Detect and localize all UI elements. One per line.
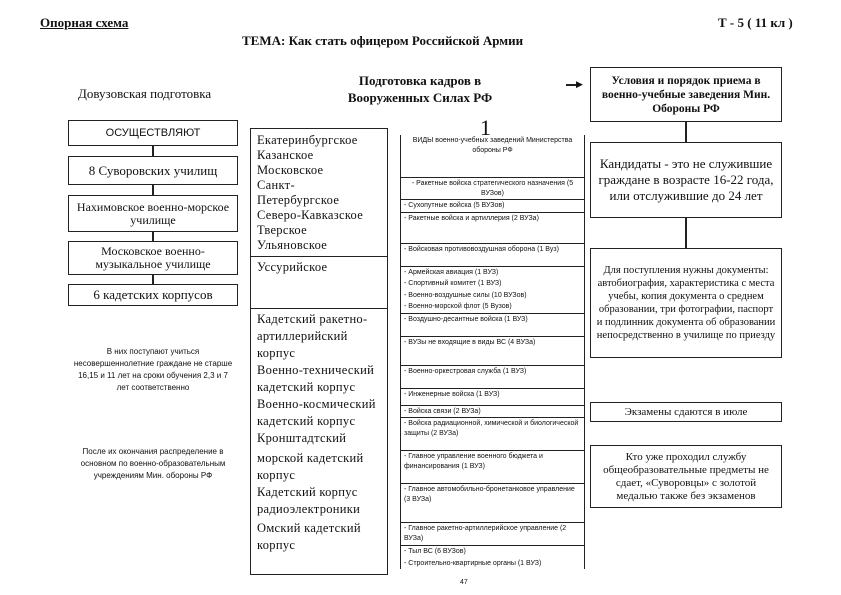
- list-item: Петербургское: [257, 193, 340, 207]
- connector-line: [152, 185, 154, 195]
- table-row: - Армейская авиация (1 ВУЗ): [404, 268, 499, 276]
- table-row: - Военно-морской флот (5 Вузов): [401, 301, 584, 314]
- left-heading: Довузовская подготовка: [78, 86, 212, 101]
- documents-box: Для поступления нужны документы: автобиография, характеристика с места учебы, копия документа о среднем образовании, три фотографии, паспорт и подлинник документа об образовании непосредственно в училище по приезду: [590, 248, 782, 358]
- list-item: Уссурийское: [251, 257, 387, 309]
- table-row: - Военно-воздушные силы (10 ВУЗов): [404, 291, 527, 299]
- table-row: - Военно-оркестровая служба (1 ВУЗ): [401, 366, 584, 389]
- footer-number: 47: [460, 579, 468, 586]
- box-suvorov: 8 Суворовских училищ: [68, 156, 238, 185]
- arrow-right-icon: ▶: [576, 79, 583, 89]
- exemptions-box: Кто уже проходил службу общеобразовательные предметы не сдает, «Суворовцы» с золотой медалью также без экзаменов: [590, 445, 782, 508]
- box-implement: ОСУЩЕСТВЛЯЮТ: [68, 120, 238, 146]
- cadet-corps-list: [250, 128, 388, 575]
- list-item: Казанское: [257, 148, 314, 162]
- table-row: - Строительно-квартирные органы (1 ВУЗ): [404, 559, 542, 567]
- list-item: Санкт-: [257, 178, 295, 192]
- list-item: артиллерийский: [257, 329, 348, 343]
- lesson-code: Т - 5 ( 11 кл ): [718, 15, 793, 30]
- table-row: - Инженерные войска (1 ВУЗ): [401, 389, 584, 406]
- list-item: кадетский корпус: [257, 414, 356, 428]
- box-nakhimov: Нахимовское военно-морское училище: [68, 195, 238, 232]
- table-row: - Тыл ВС (6 ВУЗов): [404, 548, 466, 555]
- list-item: радиоэлектроники: [257, 502, 361, 516]
- list-item: корпус: [257, 346, 296, 360]
- table-row: - Главное управление военного бюджета и финансирования (1 ВУЗ): [401, 451, 584, 484]
- exams-box: Экзамены сдаются в июле: [590, 402, 782, 422]
- list-item: Кронштадтский: [257, 431, 347, 445]
- table-row: - Главное ракетно-артиллерийское управление (2 ВУЗа): [401, 523, 584, 546]
- list-item: Кадетский ракетно-: [257, 312, 368, 326]
- connector-line: [152, 275, 154, 284]
- table-row: - Войска радиационной, химической и биологической защиты (2 ВУЗа): [401, 418, 584, 451]
- list-item: Московское: [257, 163, 324, 177]
- page-title: ТЕМА: Как стать офицером Российской Армии: [242, 33, 524, 48]
- table-row: - Войсковая противовоздушная оборона (1 Вуз): [401, 244, 584, 267]
- page-number: 1: [480, 115, 491, 140]
- table-row: - Главное автомобильно-бронетанковое управление (3 ВУЗа): [401, 484, 584, 523]
- admission-note: В них поступают учиться несовершеннолетние граждане не старше 16,15 и 11 лет на сроки обучения 2,3 и 7 лет соответственно: [73, 347, 233, 392]
- scheme-label: Опорная схема: [40, 15, 129, 30]
- list-item: кадетский корпус: [257, 380, 356, 394]
- admission-conditions-box: Условия и порядок приема в военно-учебные заведения Мин. Обороны РФ: [590, 67, 782, 122]
- table-row: - Спортивный комитет (1 ВУЗ): [404, 280, 502, 287]
- list-item: Ульяновское: [251, 238, 387, 257]
- military-education-types-table: [400, 135, 585, 569]
- box-cadet: 6 кадетских корпусов: [68, 284, 238, 306]
- list-item: Екатеринбургское: [257, 133, 358, 147]
- connector-line: [152, 146, 154, 156]
- candidates-box: Кандидаты - это не служившие граждане в возрасте 16-22 года, или отслужившие до 24 лет: [590, 142, 782, 218]
- list-item: морской кадетский: [257, 451, 364, 465]
- table-row: - Ракетные войска и артиллерия (2 ВУЗа): [401, 213, 584, 244]
- table-header: ВИДЫ военно-учебных заведений Министерства обороны РФ: [401, 135, 584, 178]
- graduation-note: После их окончания распределение в основном по военно-образовательным учреждениям Мин. обороны РФ: [80, 447, 226, 480]
- list-item: корпус: [257, 538, 296, 552]
- list-item: Северо-Кавказское: [257, 208, 364, 222]
- table-row: - Ракетные войска стратегического назначения (5 ВУЗов): [401, 178, 584, 200]
- connector-line: [685, 122, 687, 142]
- list-item: Омский кадетский: [257, 521, 361, 535]
- list-item: Военно-космический: [257, 397, 376, 411]
- connector-line: [152, 232, 154, 241]
- table-row: - Воздушно-десантные войска (1 ВУЗ): [401, 314, 584, 337]
- list-item: корпус: [257, 468, 296, 482]
- box-music: Московское военно-музыкальное училище: [68, 241, 238, 275]
- table-row: - ВУЗы не входящие в виды ВС (4 ВУЗа): [401, 337, 584, 366]
- list-item: Военно-технический: [257, 363, 375, 377]
- table-row: - Сухопутные войска (5 ВУЗов): [401, 200, 584, 213]
- list-item: Тверское: [257, 223, 307, 237]
- table-row: - Войска связи (2 ВУЗа): [401, 406, 584, 419]
- connector-line: [685, 218, 687, 248]
- list-item: Кадетский корпус: [257, 485, 358, 499]
- middle-heading: Подготовка кадров в Вооруженных Силах РФ: [347, 73, 493, 105]
